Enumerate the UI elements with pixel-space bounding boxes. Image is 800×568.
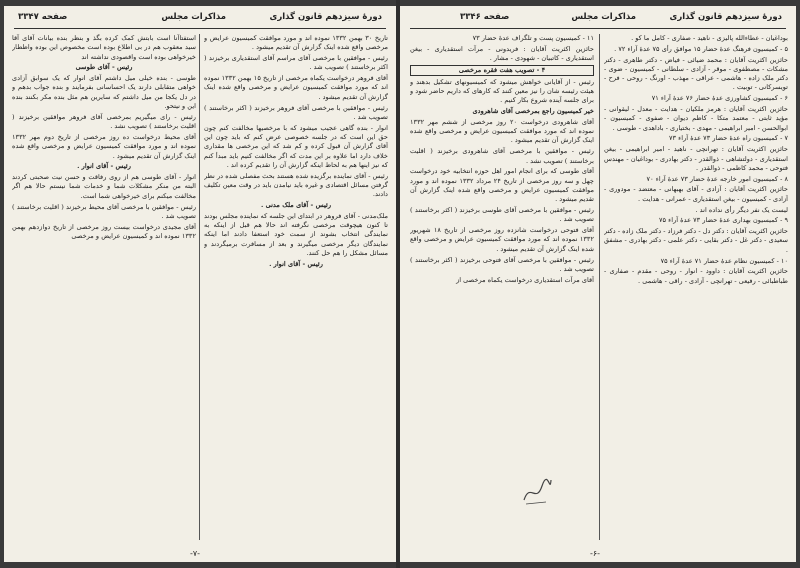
right-header-session: دورهٔ سیزدهم قانون گذاری xyxy=(669,12,782,22)
paragraph: آقای شاهرودی درخواست ۲۰ روز مرخصی از ششم مهر ۱۳۳۲ نموده اند که مورد موافقت کمیسیون عرایض و مرخصی واقع شده اینک گزارش آن تقدیم میشود . xyxy=(410,117,594,145)
paragraph: آقای مجیدی درخواست بیست روز مرخصی از تاریخ دوازدهم بهمن ۱۳۳۲ نموده اند و کمیسیون عرایض و مرخصی xyxy=(12,222,196,240)
paragraph: رئیس - موافقین با مرخصی آقای فروهر برخیزند ( اکثر برخاستند ) تصویب شد . xyxy=(204,103,388,121)
paragraph: خیر کمیسیون راجع بمرخصی آقای شاهرودی xyxy=(472,107,594,116)
paragraph: بوداغیان - عطاءالله پالیزی - ناهید - صفاری - کامل ما کو . xyxy=(631,34,788,42)
paragraph: حائزین اکثریت آقایان : آزادی - آقای بهبهانی - معتضد - مودوری - آزادی - کمیسیون - بیغن استقدیاری - عمرانی - هدایت . xyxy=(604,185,788,203)
left-header-page-number: صفحه ۳۳۴۷ xyxy=(18,12,68,22)
right-page-header xyxy=(400,10,796,28)
paragraph: رئیس - موافقین با مرخصی آقای محیط برخیزند ( اقلیت برخاستند ) تصویب شد . xyxy=(12,202,196,220)
paragraph: ۸ - کمیسیون امور خارجه عدهٔ حضار ۷۳ عدهٔ آراء ۷۰ xyxy=(646,174,788,183)
paragraph: حائزین اکثریت آقایان : تهرانچی - ناهید - امیر ابراهیمی - بیغن استقدیاری - دولتشاهی - ذوالقدر - دکتر بهادری - بوداغیان - مهندس فتوحی - محمد کاظمی - ذوالقدر . xyxy=(604,145,788,172)
paragraph: حائزین اکثریت آقایان : محمد ضیائی - فیاض - دکتر طاهری - دکتر مشکات - مصطفوی - موقر - آزادی - سلطانی - کمیسیون - ضوی - دکتر ملک زاده - هاشمی - عراقی - مهذب - اورنگ - روحی - فرح - تویسرکانی - توبیت . xyxy=(604,55,788,92)
paragraph: رئیس - آقای نماینده برگزیده شده هستند بحث مفصلی شده در نظر گرفتن مسائل اقتصادی و غیره باید نیامدن باید در وقت معین تکلیف دادند. xyxy=(204,171,388,199)
section-heading: ۴ - تصویب هفت فقره مرخصی xyxy=(410,65,594,76)
left-header-title: مذاکرات مجلس xyxy=(161,12,226,22)
paragraph: ۱۰ - کمیسیون نظام عدهٔ حضار ۷۱ عدهٔ آراء ۷۵ xyxy=(660,256,788,265)
right-header-title: مذاکرات مجلس xyxy=(571,12,636,22)
paragraph: انوار - بنده گاهی عجیب میشود که با مرخصیها مخالفت کنم چون حق این است که در جلسه خصوصی عرض کنم که باید چون این آقای گزارش آن قبول کرده و کم شد که این مرخصی ها مقداری خلاف دارد اما علاوه بر این مدت که اگر مخالفت کنیم باید مبدأ کنم که نیز اینها هم به لحاظ اینکه گزارش آن را تقدیم کرده اند . xyxy=(204,123,388,169)
right-page xyxy=(400,6,796,562)
paragraph: رئیس - آقای طوسی xyxy=(75,63,133,72)
right-column-divider xyxy=(599,34,600,540)
right-page-folio: -۶- xyxy=(590,549,601,558)
paragraph: ۵ - کمیسیون فرهنگ عدهٔ حضار ۱۵ موافق رأی ۷۵ عدهٔ آراء ۷۲ . xyxy=(614,44,788,53)
paragraph: ۶ - کمیسیون کشاورزی عدهٔ حضار ۷۶ عدهٔ آراء ۷۱ xyxy=(651,94,788,103)
paragraph: آقای طوسی که برای انجام امور اهل حوزه انتخابیه خود درخواست چهل و سه روز مرخصی از تاریخ ۲۴ مرداد ۱۳۳۲ نموده اند و مورد موافقت کمیسیون عرایض و مرخصی واقع شده اینک گزارش آن تقدیم میشود . xyxy=(410,167,594,204)
left-page-header xyxy=(4,10,396,28)
paragraph: ملک‌مدنی - آقای فروهر در ابتدای این جلسه که نماینده مجلس بودند تا کنون هیچوقت مرخصی نگرفته اند حالا هم قبل از اینکه به نمایندگی انتخاب بشوند از سمت خود استعفا دادند اما اینکه نمایندگان دیگر مرخصی میگیرند و بعد از مسافرت برمیگردند و مسائل مشکل را هم حل کنند. xyxy=(204,211,388,258)
paragraph: ۱۱ - کمیسیون پست و تلگراف عدهٔ حضار ۷۳ xyxy=(472,34,594,42)
paragraph: رئیس - موافقین با مرخصی آقای فتوحی برخیزند ( اکثر برخاستند ) تصویب شد . xyxy=(410,255,594,273)
paragraph: رئیس - موافقین با مرخصی آقای شاهرودی برخیزند ( اقلیت برخاستند ) تصویب نشد . xyxy=(410,147,594,165)
right-header-rule xyxy=(410,28,786,29)
paragraph: رئیس - آقای ملک مدنی . xyxy=(260,201,332,210)
paragraph: حائزین اکثریت آقایان : دکتر دل - دکتر فرزاد - دکتر ملک زاده - دکتر سعیدی - دکتر غل - دکتر بقایی - دکتر علمی - دکتر بهادری - مشفق . xyxy=(604,227,788,254)
paragraph: لیست یک نفر دیگر رأی نداده اند . xyxy=(695,205,788,214)
paragraph: رئیس - موافقین با مرخصی آقای مراسم آقای استقدیاری برخیزند ( اکثر برخاستند ) تصویب شد . xyxy=(204,54,388,72)
paragraph: رئیس - آقای انوار . xyxy=(269,259,323,268)
paragraph: رئیس - از آقایانی خواهش میشود که کمیسیونهای تشکیل بدهند و هیئت رئیسه شان را نیز معین کنند که کارهای که داریم حاضر شود و برای جلسه آینده شروع بکار کنیم . xyxy=(410,77,594,105)
handwritten-signature-mark xyxy=(520,474,554,508)
paragraph: رئیس - موافقین با مرخصی آقای طوسی برخیزند ( اکثر برخاستند ) تصویب شد . xyxy=(410,206,594,224)
paragraph: حائزین اکثریت آقایان : هرمز ملکیان - هدایت - معدل - لیقوانی - مؤید ثابتی - معتمد متکا - کاظم دیوان - صفوی - کمیسیون - ابوالحسن - امیر ابراهیمی - مهدی - بختیاری - باداهدی - طوسی . xyxy=(604,105,788,132)
paragraph: تاریخ ۳۰ بهمن ۱۳۳۲ نموده اند و مورد موافقت کمیسیون عرایض و مرخصی واقع شده اینک گزارش آن تقدیم میشود . xyxy=(204,34,388,52)
paragraph: ۹ - کمیسیون بهداری عدهٔ حضار ۷۳ عدهٔ آراء ۷۵ xyxy=(658,216,788,225)
paragraph: آقای فروهر درخواست یکماه مرخصی از تاریخ ۱۵ بهمن ۱۳۳۲ نموده اند که مورد موافقت کمیسیون عرایض و مرخصی واقع شده اینک گزارش آن تقدیم میشود . xyxy=(204,74,388,101)
paragraph: استفتاآنا است بابتش کمک کرده بگذ و بنظر بنده بیانات آقای آقا سید معقوب هم در بی اطلاع بوده است مخصوص این بوده واظطار خیرخواهی بوده است واقصودی نداشته اند xyxy=(12,34,196,61)
right-header-page-number: صفحه ۳۳۴۶ xyxy=(460,12,510,22)
paragraph: انوار - آقای طوسی هم از روی رفاقت و حسن نیت صحبتی کردند البته من منکر مشکلات شما و خدمات شما نیستم حالا هم اگر مخالفت میکنم برای خیرخواهی شما است. xyxy=(12,173,196,200)
left-header-rule xyxy=(14,28,386,29)
left-page-folio: -۷- xyxy=(190,549,201,558)
paragraph: حائزین اکثریت آقایان : فریدونی - مرآت استقدیاری - بیغن استقدیاری - کاتبیان - شهودی - مشار . xyxy=(410,44,594,63)
right-page-right-column xyxy=(604,34,788,540)
paragraph: رئیس - رای میگیریم بمرخصی آقای فروهر موافقین برخیزند ( اقلیت برخاستند ) تصویب نشد . xyxy=(12,112,196,131)
paragraph: ۷ - کمیسیون راه عدهٔ حضار ۷۳ عدهٔ آراء ۷۳ xyxy=(668,134,788,143)
right-page-left-column xyxy=(410,34,594,540)
left-header-session: دورهٔ سیزدهم قانون گذاری xyxy=(269,12,382,22)
paragraph: آقای مرآت استقدیاری درخواست یکماه مرخصی از xyxy=(456,275,594,284)
paragraph: طوسی - بنده خیلی میل داشتم آقای انوار که یک سوابق آزادی خواهی متقابلی دارند یک احساسانی بفرمایند و بنده جواب بدهم و در دل یکجا من میل داشتم که سایرین هم مثل بنده مکر بکنند بنده این و نیتحو. xyxy=(12,74,196,111)
paragraph: رئیس - آقای انوار . xyxy=(77,162,131,171)
paragraph: آقای محیط درخواست ده روز مرخصی از تاریخ دوم مهر ۱۳۳۲ نموده اند و مورد موافقت کمیسیون عرایض و مرخصی واقع شده اینک گزارش آن تقدیم میشود . xyxy=(12,132,196,160)
left-page-right-column xyxy=(204,34,388,540)
left-page xyxy=(4,6,396,562)
left-column-divider xyxy=(199,34,200,540)
paragraph: حائزین اکثریت آقایان : داوود - انوار - روحی - مقدم - صفاری - طباطبائی - رفیعی - تهرانچی - آزادی - راقی - هاشمی . xyxy=(604,267,788,285)
left-page-left-column xyxy=(12,34,196,540)
paragraph: آقای فتوحی درخواست شانزده روز مرخصی از تاریخ ۱۸ شهریور ۱۳۳۲ نموده اند که مورد موافقت کمیسیون عرایض و مرخصی واقع شده اینک گزارش آن تقدیم میشود . xyxy=(410,226,594,253)
